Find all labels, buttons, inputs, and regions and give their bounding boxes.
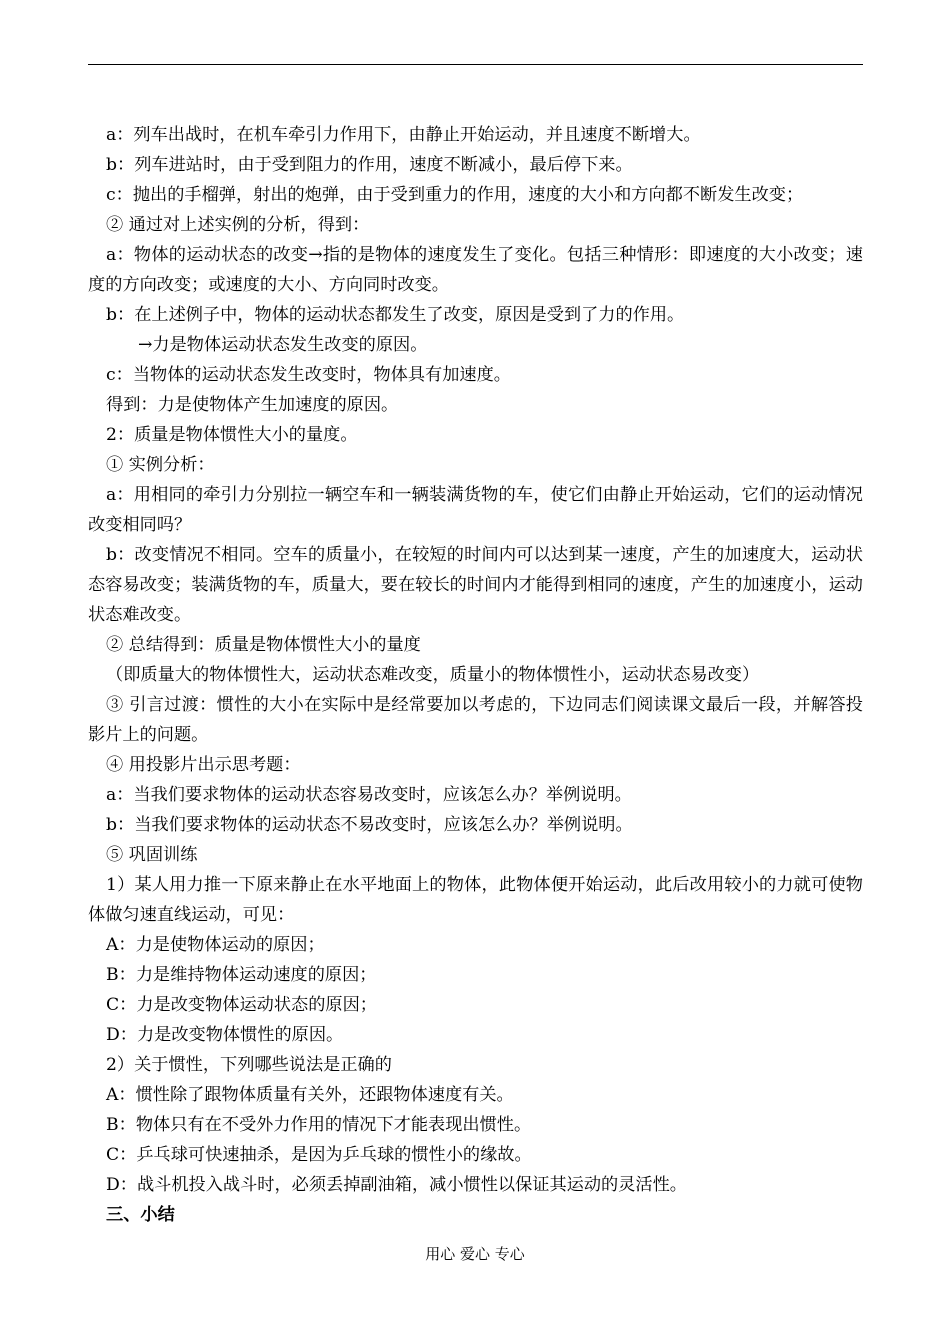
paragraph: ① 实例分析：: [106, 455, 215, 475]
paragraph: C：乒乓球可快速抽杀，是因为乒乓球的惯性小的缘故。: [106, 1145, 532, 1165]
paragraph: B：物体只有在不受外力作用的情况下才能表现出惯性。: [106, 1115, 532, 1135]
paragraph: b：改变情况不相同。空车的质量小，在较短的时间内可以达到某一速度，产生的加速度大，运动状态容易改变；装满货物的车，质量大，要在较长的时间内才能得到相同的速度，产生的加速度小，运动状态难改变。: [88, 545, 863, 625]
paragraph: 2）关于惯性，下列哪些说法是正确的: [106, 1055, 392, 1075]
paragraph: ③ 引言过渡：惯性的大小在实际中是经常要加以考虑的，下边同志们阅读课文最后一段，并解答投影片上的问题。: [88, 695, 863, 745]
header-rule: [88, 64, 863, 65]
paragraph: 2：质量是物体惯性大小的量度。: [106, 425, 358, 445]
paragraph: B：力是维持物体运动速度的原因；: [106, 965, 377, 985]
paragraph: a：用相同的牵引力分别拉一辆空车和一辆装满货物的车，使它们由静止开始运动，它们的运动情况改变相同吗？: [88, 485, 863, 535]
page-footer: 用心 爱心 专心: [425, 1245, 525, 1263]
document-body: [88, 120, 863, 1230]
paragraph: a：当我们要求物体的运动状态容易改变时，应该怎么办？举例说明。: [106, 785, 632, 805]
paragraph: C：力是改变物体运动状态的原因；: [106, 995, 377, 1015]
paragraph: ② 总结得到：质量是物体惯性大小的量度: [106, 635, 421, 655]
paragraph: 1）某人用力推一下原来静止在水平地面上的物体，此物体便开始运动，此后改用较小的力就可使物体做匀速直线运动，可见：: [88, 875, 863, 925]
paragraph: ② 通过对上述实例的分析，得到：: [106, 215, 370, 235]
paragraph: →力是物体运动状态发生改变的原因。: [138, 335, 428, 355]
paragraph: （即质量大的物体惯性大，运动状态难改变，质量小的物体惯性小，运动状态易改变）: [106, 665, 760, 685]
paragraph: b：在上述例子中，物体的运动状态都发生了改变，原因是受到了力的作用。: [106, 305, 685, 325]
paragraph: c：抛出的手榴弹，射出的炮弹，由于受到重力的作用，速度的大小和方向都不断发生改变；: [106, 185, 804, 205]
paragraph: A：力是使物体运动的原因；: [106, 935, 325, 955]
paragraph: a：列车出战时，在机车牵引力作用下，由静止开始运动，并且速度不断增大。: [106, 125, 701, 145]
paragraph: D：力是改变物体惯性的原因。: [106, 1025, 344, 1045]
paragraph: 得到：力是使物体产生加速度的原因。: [106, 395, 399, 415]
paragraph: A：惯性除了跟物体质量有关外，还跟物体速度有关。: [106, 1085, 514, 1105]
paragraph: D：战斗机投入战斗时，必须丢掉副油箱，减小惯性以保证其运动的灵活性。: [106, 1175, 687, 1195]
section-heading: 三、小结: [106, 1205, 175, 1225]
paragraph: a：物体的运动状态的改变→指的是物体的速度发生了变化。包括三种情形：即速度的大小改变；速度的方向改变；或速度的大小、方向同时改变。: [88, 245, 863, 295]
paragraph: b：当我们要求物体的运动状态不易改变时，应该怎么办？举例说明。: [106, 815, 633, 835]
paragraph: ⑤ 巩固训练: [106, 845, 198, 865]
paragraph: b：列车进站时，由于受到阻力的作用，速度不断减小，最后停下来。: [106, 155, 633, 175]
paragraph: c：当物体的运动状态发生改变时，物体具有加速度。: [106, 365, 511, 385]
paragraph: ④ 用投影片出示思考题：: [106, 755, 301, 775]
